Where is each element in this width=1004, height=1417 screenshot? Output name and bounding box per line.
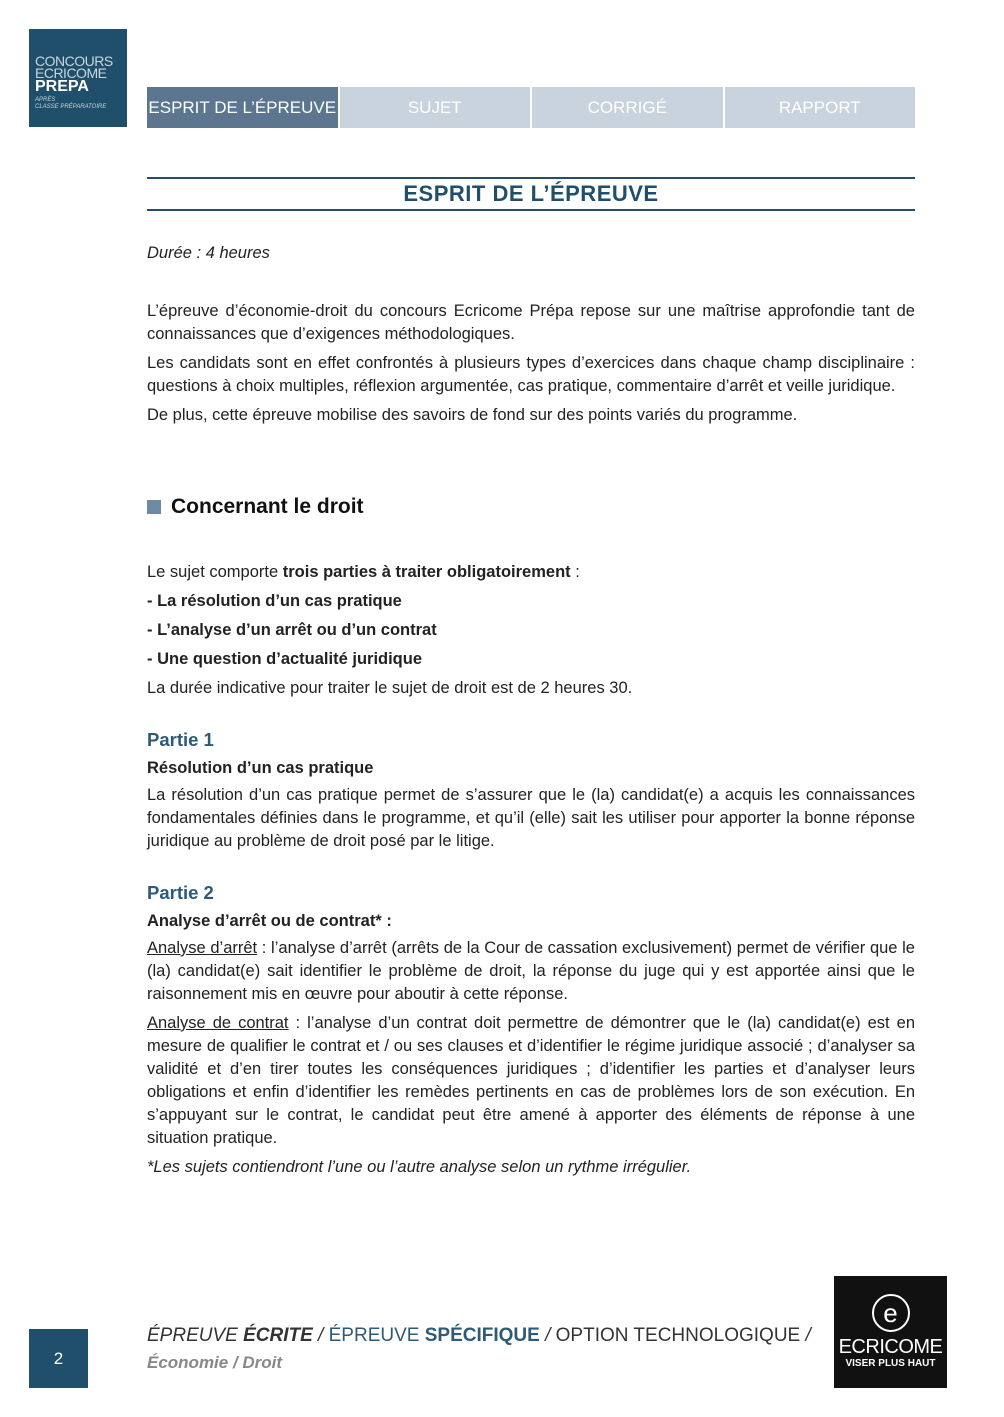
analyse-arret-text: : l’analyse d’arrêt (arrêts de la Cour de cassation exclusivement) permet de vérifier que le (la) candidat(e) sait identifier le problème de droit, la réponse du juge qui y est apportée ainsi que le raisonnement mis en œuvre pour aboutir à cette réponse. xyxy=(147,939,915,1003)
footer-specifique: SPÉCIFIQUE xyxy=(424,1325,540,1346)
analyse-arret-paragraph xyxy=(147,937,915,1006)
brand-name: ECRICOME xyxy=(838,1336,943,1358)
footer-sep-2: / xyxy=(539,1325,556,1346)
main-content xyxy=(147,242,915,1185)
sujet-item-2: - L’analyse d’un arrêt ou d’un contrat xyxy=(147,621,437,639)
footer-sep-3: / xyxy=(800,1325,811,1346)
footer-ecrite: ÉCRITE xyxy=(243,1325,313,1346)
intro-paragraph-3: De plus, cette épreuve mobilise des savoirs de fond sur des points variés du programme. xyxy=(147,406,798,424)
section-tabs xyxy=(147,87,915,128)
footer-sep-1: / xyxy=(312,1325,329,1346)
footer-epreuve: ÉPREUVE xyxy=(147,1325,244,1346)
sujet-item-3: - Une question d’actualité juridique xyxy=(147,650,423,668)
sujet-intro-pre: Le sujet comporte xyxy=(147,563,283,581)
sujet-item-1: - La résolution d’un cas pratique xyxy=(147,592,402,610)
duree-text: Durée : 4 heures xyxy=(147,244,270,262)
intro-paragraph-1: L’épreuve d’économie-droit du concours Ecricome Prépa repose sur une maîtrise approfondie tant de connaissances que d’exigences méthodologiques. xyxy=(147,302,915,343)
logo-line-prepa: PREPA xyxy=(35,78,89,95)
footer-option: OPTION TECHNOLOGIQUE xyxy=(555,1325,801,1346)
partie-1-title: Partie 1 xyxy=(147,729,214,750)
brand-tagline: VISER PLUS HAUT xyxy=(845,1358,936,1369)
droit-heading xyxy=(147,495,915,518)
square-bullet-icon xyxy=(147,500,161,514)
page-number: 2 xyxy=(29,1329,88,1388)
footnote: *Les sujets contiendront l’une ou l’autre analyse selon un rythme irrégulier. xyxy=(147,1158,692,1176)
tab-corrige[interactable]: CORRIGÉ xyxy=(532,87,723,128)
droit-heading-label: Concernant le droit xyxy=(171,495,364,518)
sujet-intro xyxy=(147,561,915,584)
analyse-arret-label: Analyse d’arrêt xyxy=(147,939,258,957)
analyse-contrat-label: Analyse de contrat xyxy=(147,1014,289,1032)
footer-epreuve-2: ÉPREUVE xyxy=(328,1325,425,1346)
logo-line-classe: CLASSE PRÉPARATOIRE xyxy=(35,104,107,110)
sujet-intro-post: : xyxy=(570,563,580,581)
intro-paragraph-2: Les candidats sont en effet confrontés à plusieurs types d’exercices dans chaque champ disciplinaire : questions à choix multiples, réflexion argumentée, cas pratique, commentaire d’arrêt et veille juridique. xyxy=(147,354,915,395)
partie-1-text: La résolution d’un cas pratique permet de s’assurer que le (la) candidat(e) a acquis les connaissances fondamentales définies dans le programme, et qu’il (elle) sait les utiliser pour apporter la bonne réponse juridique au problème de droit posé par le litige. xyxy=(147,786,915,850)
analyse-contrat-paragraph xyxy=(147,1012,915,1150)
sujet-intro-bold: trois parties à traiter obligatoirement xyxy=(282,563,571,581)
footer-subject: Économie / Droit xyxy=(147,1353,283,1372)
tab-sujet[interactable]: SUJET xyxy=(340,87,531,128)
title-rule-bottom xyxy=(147,209,915,211)
partie-1-subtitle: Résolution d’un cas pratique xyxy=(147,759,374,777)
duree-droit: La durée indicative pour traiter le sujet de droit est de 2 heures 30. xyxy=(147,679,633,697)
footer-exam-type xyxy=(147,1325,811,1347)
ecricome-brand-logo xyxy=(834,1276,947,1388)
partie-2-subtitle: Analyse d’arrêt ou de contrat* : xyxy=(147,912,392,930)
tab-esprit[interactable]: ESPRIT DE L’ÉPREUVE xyxy=(147,87,338,128)
page-title: ESPRIT DE L’ÉPREUVE xyxy=(403,181,659,206)
logo-line-concours: CONCOURS xyxy=(35,53,113,69)
partie-2-title: Partie 2 xyxy=(147,882,214,903)
concours-logo xyxy=(29,29,127,127)
logo-line-apres: APRÈS xyxy=(35,97,56,103)
analyse-contrat-text: : l’analyse d’un contrat doit permettre de démontrer que le (la) candidat(e) est en mesure de qualifier le contrat et / ou ses clauses et d’identifier le régime juridique associé ; d’analyser sa validité et d’en tirer toutes les conséquences juridiques ; d’identifier les parties et d’analyser leurs obligations et enfin d’identifier les remèdes pertinents en cas de problèmes lors de son exécution. En s’appuyant sur le contrat, le candidat peut être amené à apporter des éléments de réponse à une situation pratique. xyxy=(147,1014,915,1147)
tab-rapport[interactable]: RAPPORT xyxy=(725,87,916,128)
ecricome-e-icon: e xyxy=(872,1294,910,1332)
logo-line-ecricome: ECRICOME xyxy=(35,65,107,81)
